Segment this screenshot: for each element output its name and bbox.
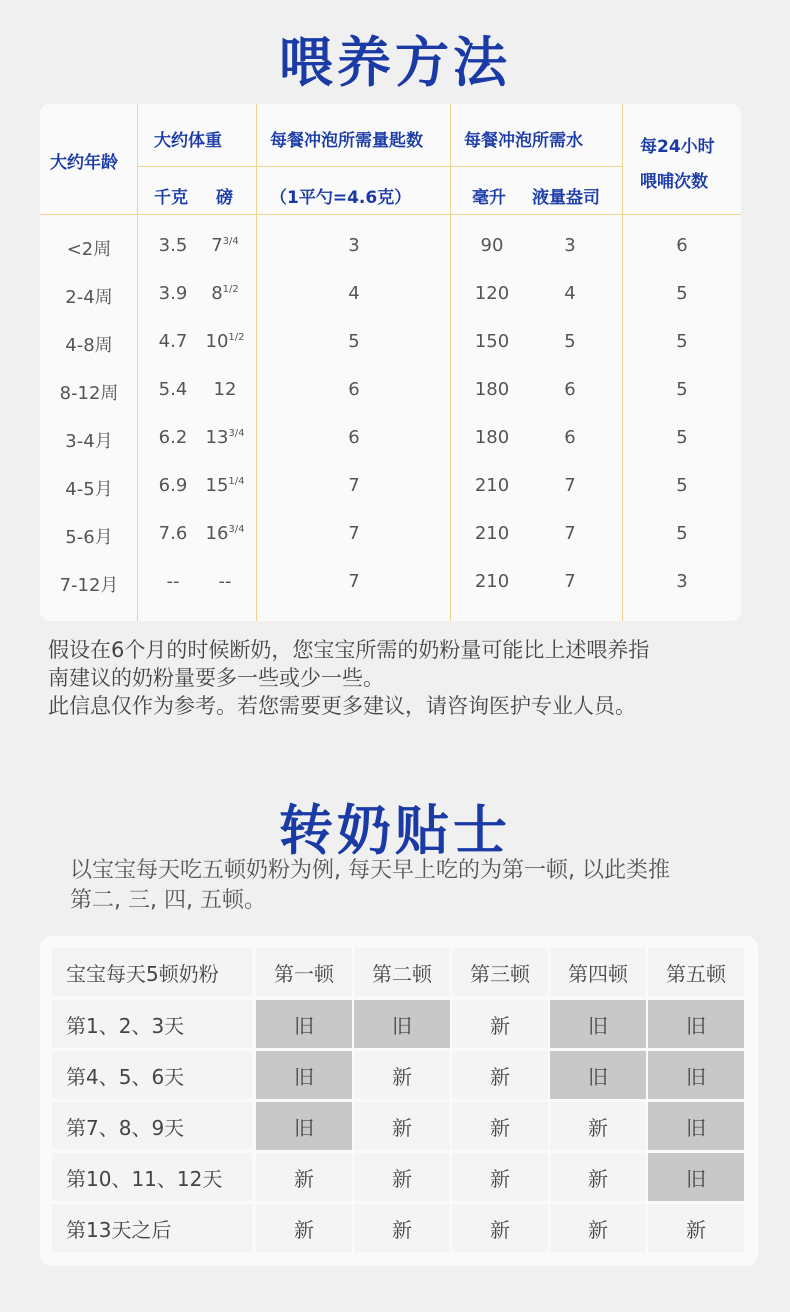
cell-new: 新 (354, 1204, 450, 1252)
lb-fraction: 3/4 (222, 236, 239, 247)
cell-new: 新 (648, 1204, 744, 1252)
header-kg: 千克 (154, 188, 188, 208)
header-ml: 毫升 (472, 188, 506, 208)
lb-fraction: 1/2 (222, 284, 239, 295)
cell-old: 旧 (354, 1000, 450, 1048)
cell-scoops: 7 (348, 571, 360, 592)
cell-kg: 6.2 (158, 427, 188, 448)
lb-fraction: 1/4 (228, 476, 245, 487)
cell-new: 新 (452, 1000, 548, 1048)
row-label: 第13天之后 (52, 1204, 252, 1252)
cell-old: 旧 (550, 1000, 646, 1048)
cell-age: 2-4周 (65, 287, 113, 308)
cell-ml: 120 (474, 283, 510, 304)
section-title-feeding: 喂养方法 (279, 31, 511, 94)
column-divider (256, 104, 257, 621)
header-feeds-line2: 喂哺次数 (640, 172, 708, 192)
subtitle-line: 以宝宝每天吃五顿奶粉为例, 每天早上吃的为第一顿, 以此类推 (70, 858, 670, 883)
cell-oz: 6 (564, 427, 576, 448)
column-divider (137, 104, 138, 621)
transition-table (40, 936, 758, 1266)
cell-new: 新 (452, 1051, 548, 1099)
cell-new: 新 (452, 1153, 548, 1201)
cell-oz: 6 (564, 379, 576, 400)
note-line: 此信息仅作为参考。若您需要更多建议，请咨询医护专业人员。 (48, 694, 636, 718)
subtitle-line: 第二, 三, 四, 五顿。 (70, 888, 266, 913)
feeding-table (40, 104, 741, 621)
cell-new: 新 (550, 1153, 646, 1201)
cell-scoops: 6 (348, 379, 360, 400)
cell-feeds: 5 (676, 475, 688, 496)
cell-age: 4-5月 (65, 479, 113, 500)
cell-ml: 180 (474, 427, 510, 448)
header-lb: 磅 (216, 188, 233, 208)
cell-new: 新 (256, 1204, 352, 1252)
feeding-note (48, 636, 748, 720)
cell-lb: -- (218, 571, 232, 592)
cell-new: 新 (354, 1102, 450, 1150)
header-subdivider (137, 166, 622, 167)
cell-scoops: 7 (348, 523, 360, 544)
tips-subtitle (70, 856, 740, 916)
header-meal: 第三顿 (452, 948, 548, 996)
lb-fraction: 3/4 (228, 524, 245, 535)
cell-lb: $13^{3/4}$ (205, 427, 245, 448)
header-weight: 大约体重 (154, 131, 222, 151)
cell-age: 8-12周 (59, 383, 119, 404)
cell-feeds: 5 (676, 331, 688, 352)
cell-old: 旧 (256, 1102, 352, 1150)
cell-ml: 150 (474, 331, 510, 352)
cell-age: 4-8周 (65, 335, 113, 356)
cell-scoops: 3 (348, 235, 360, 256)
cell-oz: 7 (564, 475, 576, 496)
cell-old: 旧 (648, 1000, 744, 1048)
cell-feeds: 6 (676, 235, 688, 256)
cell-new: 新 (452, 1204, 548, 1252)
cell-kg: 6.9 (158, 475, 188, 496)
header-meal: 第五顿 (648, 948, 744, 996)
cell-new: 新 (354, 1153, 450, 1201)
cell-ml: 180 (474, 379, 510, 400)
cell-kg: 3.5 (158, 235, 188, 256)
row-label: 第10、11、12天 (52, 1153, 252, 1201)
cell-kg: 3.9 (158, 283, 188, 304)
cell-age: 7-12月 (59, 575, 119, 596)
cell-old: 旧 (256, 1051, 352, 1099)
cell-scoops: 4 (348, 283, 360, 304)
cell-old: 旧 (256, 1000, 352, 1048)
cell-feeds: 3 (676, 571, 688, 592)
cell-age: 3-4月 (65, 431, 113, 452)
cell-oz: 5 (564, 331, 576, 352)
cell-lb: $10^{1/2}$ (205, 331, 245, 352)
cell-ml: 210 (474, 523, 510, 544)
cell-lb: $7^{3/4}$ (211, 235, 239, 256)
cell-oz: 7 (564, 523, 576, 544)
note-line: 南建议的奶粉量要多一些或少一些。 (48, 666, 384, 690)
header-scoop-note: （1平勺=4.6克） (270, 188, 412, 208)
cell-lb: 12 (213, 379, 237, 400)
cell-old: 旧 (648, 1153, 744, 1201)
cell-kg: 7.6 (158, 523, 188, 544)
header-meal: 第四顿 (550, 948, 646, 996)
cell-kg: 4.7 (158, 331, 188, 352)
cell-new: 新 (550, 1204, 646, 1252)
cell-ml: 210 (474, 571, 510, 592)
cell-scoops: 6 (348, 427, 360, 448)
row-label: 第1、2、3天 (52, 1000, 252, 1048)
cell-new: 新 (452, 1102, 548, 1150)
header-meal: 第一顿 (256, 948, 352, 996)
cell-old: 旧 (648, 1102, 744, 1150)
note-line: 假设在6个月的时候断奶，您宝宝所需的奶粉量可能比上述喂养指 (48, 638, 650, 662)
cell-old: 旧 (648, 1051, 744, 1099)
cell-new: 新 (550, 1102, 646, 1150)
cell-lb: $8^{1/2}$ (211, 283, 239, 304)
cell-new: 新 (256, 1153, 352, 1201)
cell-oz: 7 (564, 571, 576, 592)
section-title-tips: 转奶贴士 (279, 799, 511, 862)
cell-age: 5-6月 (65, 527, 113, 548)
header-feeds-line1: 每24小时 (640, 137, 715, 157)
header-age: 大约年龄 (50, 153, 118, 173)
cell-feeds: 5 (676, 283, 688, 304)
cell-lb: $16^{3/4}$ (205, 523, 245, 544)
cell-ml: 90 (480, 235, 504, 256)
header-label: 宝宝每天5顿奶粉 (52, 948, 252, 996)
header-meal: 第二顿 (354, 948, 450, 996)
row-label: 第4、5、6天 (52, 1051, 252, 1099)
lb-fraction: 1/2 (228, 332, 245, 343)
column-divider (622, 104, 623, 621)
cell-oz: 4 (564, 283, 576, 304)
header-scoops: 每餐冲泡所需量匙数 (270, 131, 423, 151)
header-oz: 液量盎司 (532, 188, 600, 208)
cell-feeds: 5 (676, 379, 688, 400)
cell-kg: 5.4 (158, 379, 188, 400)
row-label: 第7、8、9天 (52, 1102, 252, 1150)
cell-new: 新 (354, 1051, 450, 1099)
cell-lb: $15^{1/4}$ (205, 475, 245, 496)
cell-age: <2周 (66, 239, 112, 260)
header-water: 每餐冲泡所需水 (464, 131, 583, 151)
lb-fraction: 3/4 (228, 428, 245, 439)
cell-scoops: 5 (348, 331, 360, 352)
cell-ml: 210 (474, 475, 510, 496)
cell-oz: 3 (564, 235, 576, 256)
cell-feeds: 5 (676, 523, 688, 544)
cell-old: 旧 (550, 1051, 646, 1099)
column-divider (450, 104, 451, 621)
cell-kg: -- (166, 571, 180, 592)
cell-feeds: 5 (676, 427, 688, 448)
header-divider (40, 214, 741, 215)
cell-scoops: 7 (348, 475, 360, 496)
